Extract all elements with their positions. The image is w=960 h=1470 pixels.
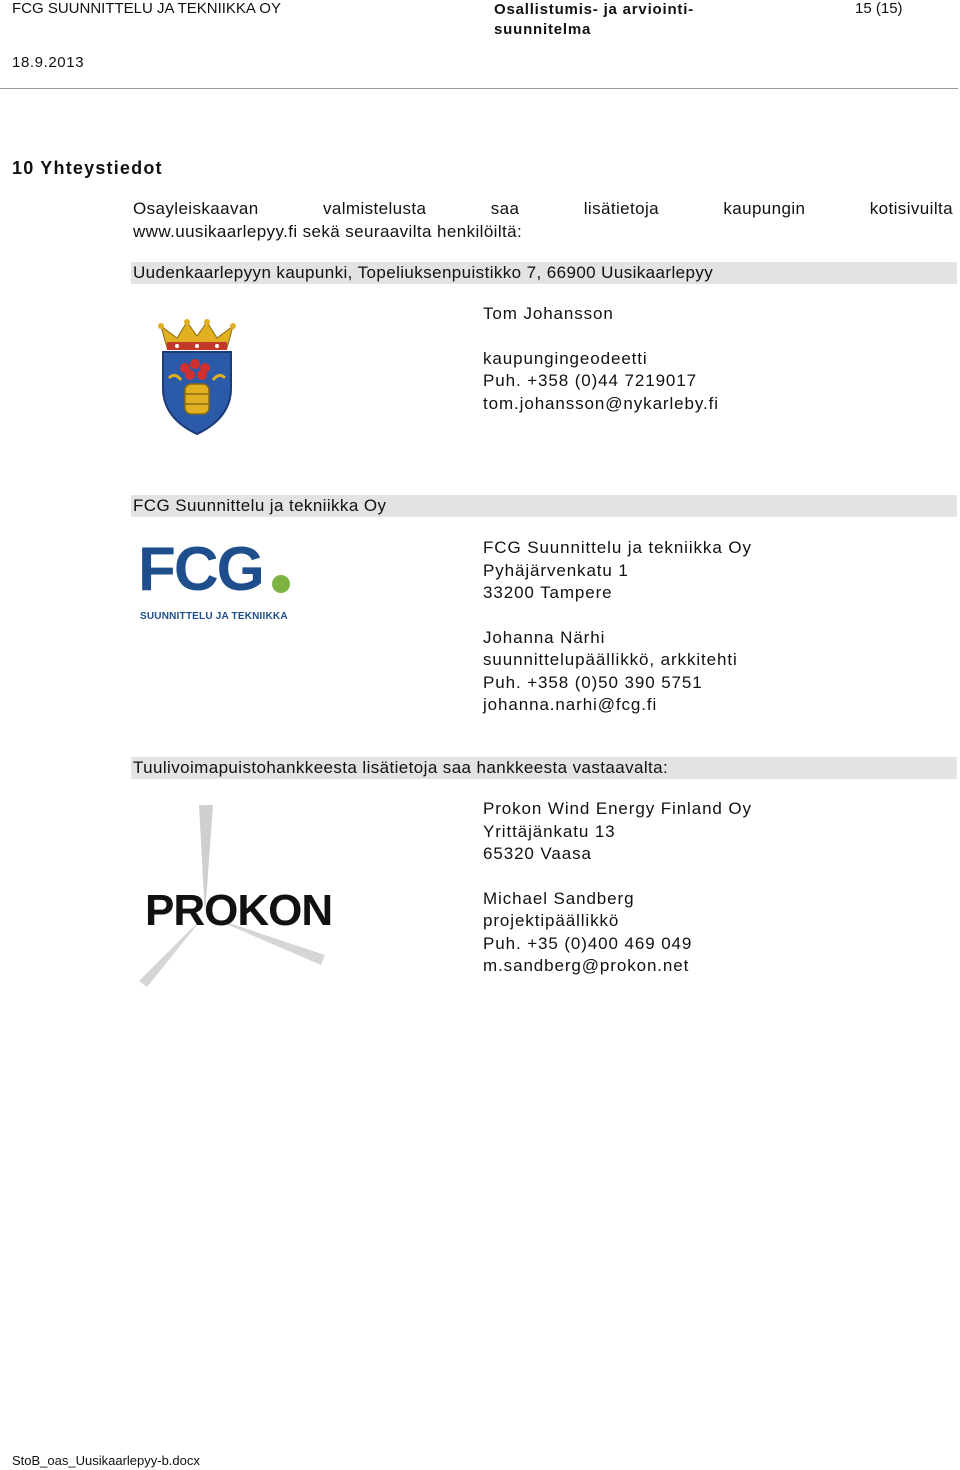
prokon-contact-role: projektipäällikkö (483, 911, 620, 930)
spacer (483, 866, 752, 888)
fcg-company: FCG Suunnittelu ja tekniikka Oy (483, 538, 752, 557)
prokon-city: 65320 Vaasa (483, 844, 592, 863)
city-crest-logo (155, 318, 239, 443)
fcg-contact-role: suunnittelupäällikkö, arkkitehti (483, 650, 738, 669)
intro-word: valmistelusta (322, 199, 427, 218)
prokon-company: Prokon Wind Energy Finland Oy (483, 799, 752, 818)
section-heading: 10 Yhteystiedot (12, 158, 163, 178)
intro-line-2: www.uusikaarlepyy.fi sekä seuraavilta henkilöiltä: (133, 222, 523, 241)
fcg-logo-subtitle: SUUNNITTELU JA TEKNIIKKA (140, 611, 288, 622)
fcg-contact-name: Johanna Närhi (483, 627, 606, 647)
spacer (483, 326, 719, 348)
city-band: Uudenkaarlepyyn kaupunki, Topeliuksenpuistikko 7, 66900 Uusikaarlepyy (131, 262, 957, 284)
fcg-contact-email[interactable]: johanna.narhi@fcg.fi (483, 695, 658, 714)
city-contact (483, 303, 719, 415)
city-contact-email[interactable]: tom.johansson@nykarleby.fi (483, 393, 719, 413)
fcg-contact (483, 537, 752, 717)
prokon-logo-text: PROKON (145, 886, 333, 935)
fcg-logo (138, 535, 298, 625)
header-date: 18.9.2013 (12, 54, 85, 71)
city-contact-phone: Puh. +358 (0)44 7219017 (483, 371, 698, 390)
header-company: FCG SUUNNITTELU JA TEKNIIKKA OY (12, 0, 281, 17)
prokon-contact-name: Michael Sandberg (483, 888, 635, 908)
prokon-logo (135, 805, 355, 990)
header-page-number: 15 (15) (855, 0, 903, 17)
prokon-street: Yrittäjänkatu 13 (483, 821, 616, 841)
intro-word: Osayleiskaavan (133, 199, 259, 218)
header-document-title (494, 0, 734, 40)
fcg-contact-phone: Puh. +358 (0)50 390 5751 (483, 672, 703, 692)
fcg-street: Pyhäjärvenkatu 1 (483, 560, 629, 580)
header-divider (0, 88, 958, 89)
intro-word: lisätietoja (583, 199, 659, 218)
fcg-city: 33200 Tampere (483, 583, 613, 602)
city-contact-role: kaupungingeodeetti (483, 348, 648, 368)
intro-line-1 (133, 199, 953, 219)
city-contact-name: Tom Johansson (483, 304, 614, 323)
intro-word: saa (490, 199, 520, 218)
prokon-contact-phone: Puh. +35 (0)400 469 049 (483, 933, 693, 953)
spacer (483, 605, 752, 627)
fcg-logo-text: FCG (138, 535, 263, 604)
intro-word: kaupungin (723, 199, 806, 218)
header-title-line1: Osallistumis- ja arviointi- (494, 1, 694, 18)
prokon-contact-email[interactable]: m.sandberg@prokon.net (483, 956, 690, 975)
fcg-band: FCG Suunnittelu ja tekniikka Oy (131, 495, 957, 517)
footer-filename: StoB_oas_Uusikaarlepyy-b.docx (12, 1453, 200, 1468)
intro-word: kotisivuilta (869, 199, 953, 218)
prokon-contact (483, 798, 752, 978)
fcg-logo-dot (272, 575, 290, 593)
prokon-band: Tuulivoimapuistohankkeesta lisätietoja saa hankkeesta vastaavalta: (131, 757, 957, 779)
header-title-line2: suunnitelma (494, 21, 592, 38)
